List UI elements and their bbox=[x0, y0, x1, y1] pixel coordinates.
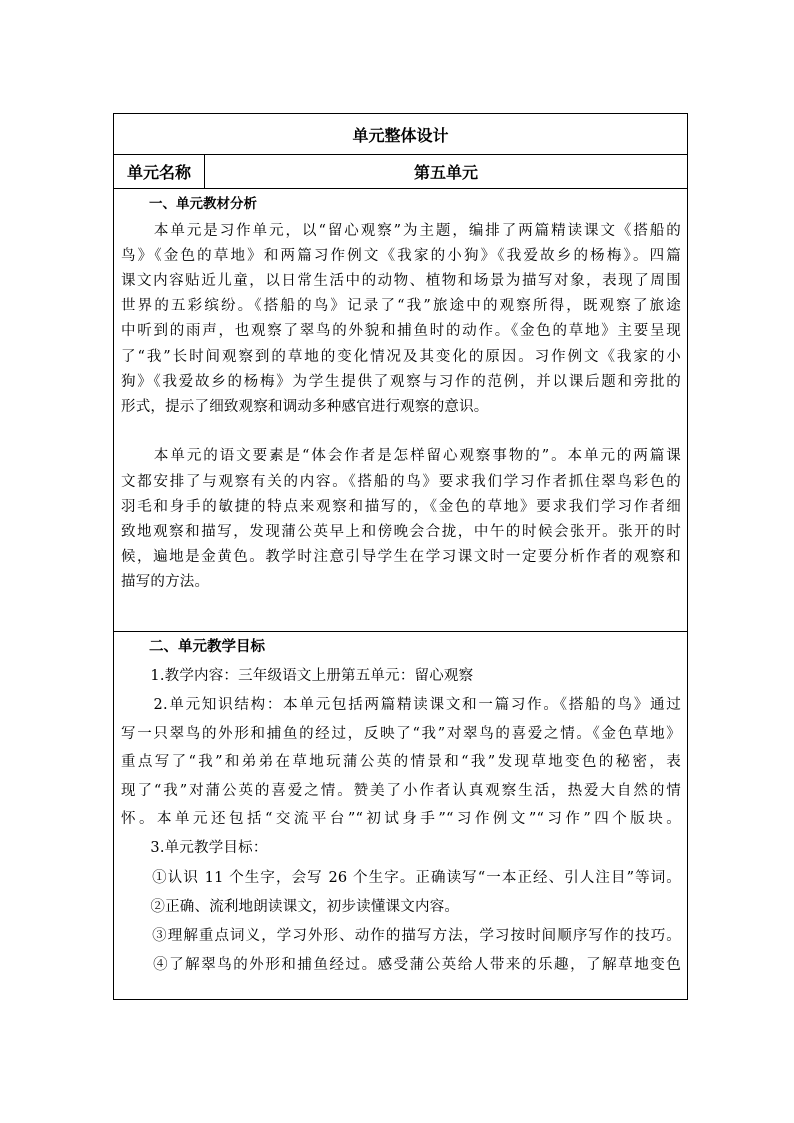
unit-design-table bbox=[113, 113, 688, 1000]
paragraph-line: 3.单元教学目标： bbox=[121, 840, 268, 856]
unit-name-row bbox=[114, 154, 687, 189]
unit-name-label: 单元名称 bbox=[114, 154, 205, 188]
paragraph-line: 怀。本单元还包括“交流平台”“初试身手”“习作例文”“习作”四个版块。 bbox=[121, 811, 681, 827]
paragraph-line: 现了“我”对蒲公英的喜爱之情。赞美了小作者认真观察生活，热爱大自然的情 bbox=[121, 783, 681, 799]
paragraph-line: 致地观察和描写，发现蒲公英早上和傍晚会合拢，中午的时候会张开。张开的时 bbox=[121, 524, 681, 540]
paragraph-line: 写一只翠鸟的外形和捕鱼的经过，反映了“我”对翠鸟的喜爱之情。《金色草地》 bbox=[121, 726, 681, 742]
paragraph-line: ②正确、流利地朗读课文，初步读懂课文内容。 bbox=[121, 899, 460, 915]
paragraph-line: 描写的方法。 bbox=[121, 574, 210, 590]
section-teaching-objectives bbox=[114, 632, 687, 999]
paragraph-line: ④了解翠鸟的外形和捕鱼经过。感受蒲公英给人带来的乐趣，了解草地变色 bbox=[121, 957, 681, 973]
paragraph-line: 羽毛和身手的敏捷的特点来观察和描写的，《金色的草地》要求我们学习作者细 bbox=[121, 499, 681, 515]
paragraph-line: 2.单元知识结构：本单元包括两篇精读课文和一篇习作。《搭船的鸟》通过 bbox=[121, 697, 681, 713]
paragraph-line: 本单元是习作单元，以“留心观察”为主题，编排了两篇精读课文《搭船的 bbox=[121, 223, 681, 239]
paragraph-line: 课文内容贴近儿童，以日常生活中的动物、植物和场景为描写对象，表现了周围 bbox=[121, 273, 681, 289]
section-material-analysis bbox=[114, 188, 687, 632]
paragraph-line: ①认识 11 个生字，会写 26 个生字。正确读写“一本正经、引人注目”等词。 bbox=[121, 870, 681, 886]
paragraph-line: 形式，提示了细致观察和调动多种感官进行观察的意识。 bbox=[121, 399, 489, 415]
unit-name-value: 第五单元 bbox=[413, 162, 478, 182]
paragraph-line: ③理解重点词义，学习外形、动作的描写方法，学习按时间顺序写作的技巧。 bbox=[121, 928, 681, 944]
paragraph-line: 1.教学内容：三年级语文上册第五单元：留心观察 bbox=[121, 668, 474, 684]
paragraph-line: 中听到的雨声，也观察了翠鸟的外貌和捕鱼时的动作。《金色的草地》主要呈现 bbox=[121, 323, 681, 339]
paragraph-line: 本单元的语文要素是“体会作者是怎样留心观察事物的”。本单元的两篇课 bbox=[121, 448, 681, 464]
paragraph-line: 重点写了“我”和弟弟在草地玩蒲公英的情景和“我”发现草地变色的秘密，表 bbox=[121, 754, 681, 770]
paragraph-line: 狗》《我爱故乡的杨梅》为学生提供了观察与习作的范例，并以课后题和旁批的 bbox=[121, 374, 681, 390]
section-heading: 二、单元教学目标 bbox=[149, 638, 265, 655]
paragraph-line: 鸟》《金色的草地》和两篇习作例文《我家的小狗》《我爱故乡的杨梅》。四篇 bbox=[121, 248, 681, 264]
paragraph-line: 候，遍地是金黄色。教学时注意引导学生在学习课文时一定要分析作者的观察和 bbox=[121, 549, 681, 565]
table-title: 单元整体设计 bbox=[114, 114, 687, 155]
paragraph-line: 了“我”长时间观察到的草地的变化情况及其变化的原因。习作例文《我家的小 bbox=[121, 349, 681, 365]
paragraph-line: 世界的五彩缤纷。《搭船的鸟》记录了“我”旅途中的观察所得，既观察了旅途 bbox=[121, 298, 681, 314]
section-heading: 一、单元教材分析 bbox=[149, 196, 257, 212]
paragraph-line: 文都安排了与观察有关的内容。《搭船的鸟》要求我们学习作者抓住翠鸟彩色的 bbox=[121, 474, 681, 490]
